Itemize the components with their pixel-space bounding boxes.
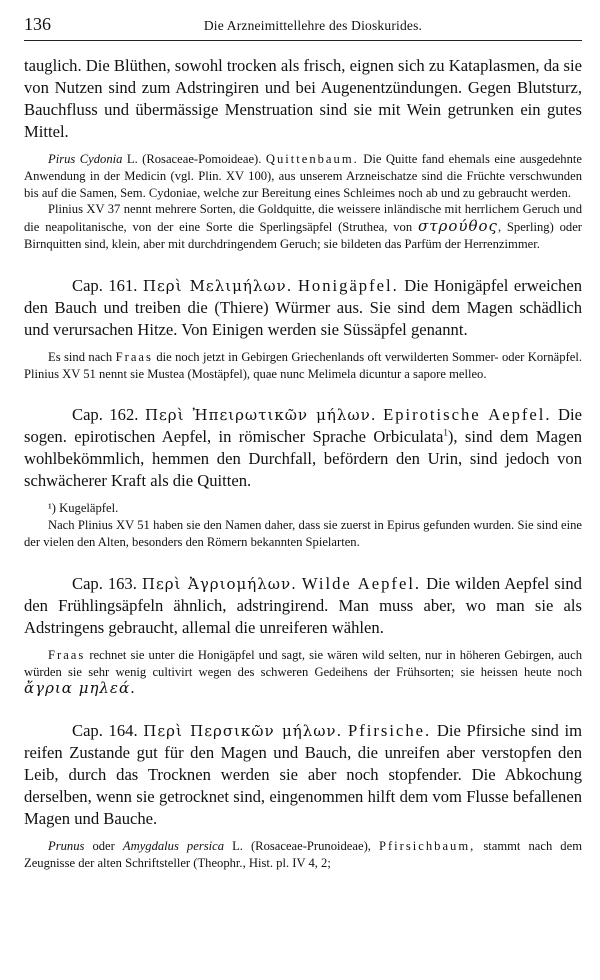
- chapter-162: Cap. 162. Περὶ Ἠπειρωτικῶν μήλων. Epirotische Aepfel. Die sogen. epirotischen Aepfel, in römischer Sprache Orbiculata$^1$), sind dem Magen wohlbekömmlich, hemmen den Durchfall, befördern den Urin, sind jedoch von schwächerer Kraft als die Quitten.: [24, 405, 582, 491]
- greek-heading: Περὶ Περσικῶν μήλων.: [143, 722, 343, 741]
- running-title: Die Arzneimittellehre des Dioskurides.: [203, 18, 423, 33]
- greek-term: ἄγρια μηλεά.: [24, 679, 136, 698]
- chapter-title: Honigäpfel.: [297, 275, 399, 295]
- note-chapter-161: Es sind nach Fraas die noch jetzt in Gebirgen Griechenlands oft verwilderten Sommer- oder Kornäpfel. Plinius XV 51 nennt sie Mustea (Mostäpfel), quae nunc Melimela dicuntur a sapore melleo.: [24, 349, 582, 381]
- genus-name: Prunus: [48, 839, 85, 854]
- author-name: Fraas: [115, 349, 153, 364]
- note-chapter-162: Nach Plinius XV 51 haben sie den Namen daher, dass sie zuerst in Epirus gefunden wurden. Sie sind eine der vielen den Alten, besonders den Römern bekannten Spielarten.: [24, 518, 582, 549]
- document-page: [24, 14, 582, 972]
- greek-heading: Περὶ Ἀγριομήλων.: [141, 574, 297, 593]
- chapter-title: Pfirsiche.: [348, 721, 432, 741]
- chapter-161: Cap. 161. Περὶ Μελιμήλων. Honigäpfel. Die Honigäpfel erweichen den Bauch und treiben die (Thiere) Würmer aus. Sie sind dem Magen schädlich und verursachen Hitze. Von Einigen werden sie Süssäpfel genannt.: [24, 275, 582, 339]
- chapter-number: Cap. 164.: [72, 721, 138, 741]
- author-name: Fraas: [48, 647, 86, 662]
- page-number: 136: [24, 14, 51, 34]
- chapter-number: Cap. 162.: [72, 405, 139, 425]
- common-name: Quittenbaum.: [265, 152, 359, 166]
- chapter-title: Wilde Aepfel.: [301, 573, 422, 593]
- note-pirus-cydonia: Pirus Cydonia L. (Rosaceae-Pomoideae). Quittenbaum. Die Quitte fand ehemals eine ausgedehnte Anwendung in der Medicin (vgl. Plin. XV 100), aus unserem Arzneischatze sind die Früchte verschwunden bis auf die Samen, Sem. Cydoniae, welche zur Bereitung eines Schleimes noch ab und zu gebraucht werden.: [24, 152, 582, 200]
- chapter-number: Cap. 161.: [72, 275, 138, 295]
- running-header: [24, 14, 582, 41]
- footnote-1: ¹) Kugeläpfel.: [48, 501, 119, 516]
- footnote-marker: ¹): [48, 501, 56, 516]
- chapter-title: Epirotische Aepfel.: [383, 405, 552, 425]
- chapter-164: Cap. 164. Περὶ Περσικῶν μήλων. Pfirsiche. Die Pfirsiche sind im reifen Zustande gut für den Magen und Bauch, die unreifen aber verstopfen den Leib, durch das Trocknen werden sie aber noch stopfender. Die Abkochung derselben, wenn sie getrocknet sind, eingenommen hilft dem vom Flusse befallenen Magen und Bauche.: [24, 721, 582, 829]
- common-name: Pfirsichbaum,: [378, 839, 476, 854]
- note-chapter-164: Prunus oder Amygdalus persica L. (Rosaceae-Prunoideae), Pfirsichbaum, stammt nach dem Zeugnisse der alten Schriftsteller (Theophr., Hist. pl. IV 4, 2;: [24, 839, 582, 870]
- species-name: Amygdalus persica: [122, 839, 225, 854]
- paragraph-continuation: tauglich. Die Blüthen, sowohl trocken als frisch, eignen sich zu Kataplasmen, da sie von Nutzen sind zum Adstringiren und bei Augenentzündungen. Gegen Blutsturz, Bauchfluss und übermässige Menstruation sind sie mit Wein getrunken ein gutes Mittel.: [24, 56, 582, 141]
- species-name: Pirus Cydonia: [48, 152, 123, 166]
- note-chapter-163: Fraas rechnet sie unter die Honigäpfel und sagt, sie wären wild selten, nur in höheren Gebirgen, auch würden sie sehr wenig cultivirt wegen des schweren Gedeihens der Frühsorten; sie heissen heute noch ἄγρια μηλεά.: [24, 647, 582, 698]
- greek-term: στρούθος: [417, 217, 498, 236]
- greek-heading: Περὶ Ἠπειρωτικῶν μήλων.: [144, 406, 377, 425]
- chapter-163: Cap. 163. Περὶ Ἀγριομήλων. Wilde Aepfel. Die wilden Aepfel sind den Frühlingsäpfeln ähnlich, adstringirend. Man muss aber, wo man sie als Adstringens gebraucht, allemal die unreiferen wählen.: [24, 573, 582, 637]
- chapter-number: Cap. 163.: [72, 573, 137, 593]
- greek-heading: Περὶ Μελιμήλων.: [142, 276, 293, 295]
- footnote-reference: 1: [443, 427, 448, 438]
- note-plinius-quince: Plinius XV 37 nennt mehrere Sorten, die Goldquitte, die weissere inländische mit herrlichem Geruch und die neapolitanische, von der eine Sorte die Sperlingsäpfel (Struthea, von στρούθος, Sperling) oder Birnquitten sind, klein, aber mit durchdringendem Geruch; sie bildeten das Parfüm der Herrenzimmer.: [24, 202, 582, 251]
